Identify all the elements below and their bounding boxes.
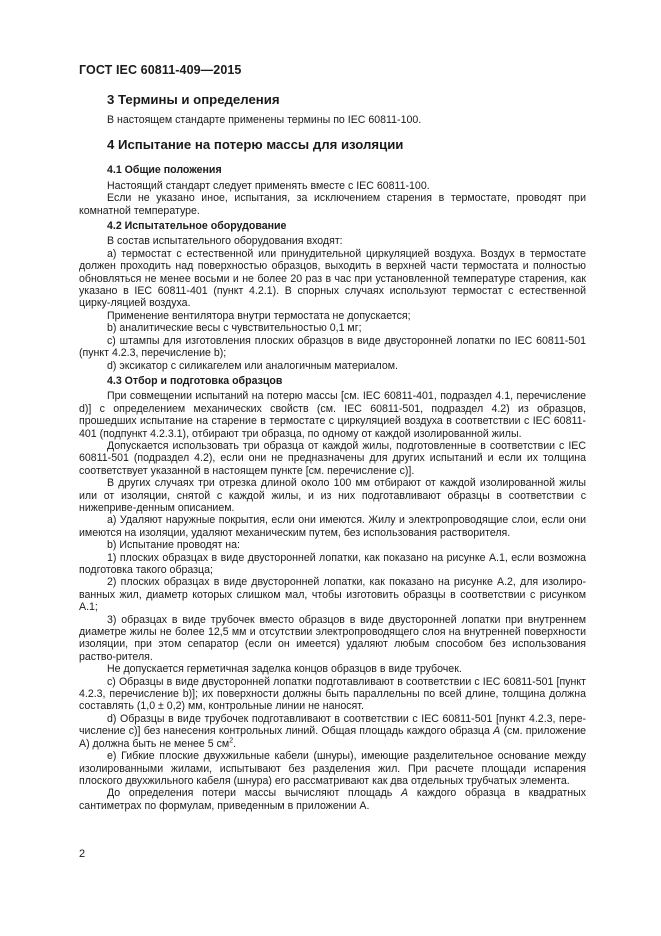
paragraph: Допускается использовать три образца от каждой жилы, подготовленные в соответствии с IEC 60811-501 (подраздел 4.2), если они не предназначены для других испытаний и если их толщина соответствует указанной в настоящем пункте [см. перечисление c)]. — [79, 439, 586, 477]
text-run: d) Образцы в виде трубочек подготавливают в соответствии с IEC 60811-501 [пункт 4.2.3, пере-числение c)] без нанесения контрольных линий. Общая площадь каждого образца — [79, 712, 586, 738]
section-4-heading: 4 Испытание на потерю массы для изоляции — [107, 137, 404, 153]
list-item: b) Испытание проводят на: — [107, 539, 240, 552]
list-item: 1) плоских образцах в виде двусторонней лопатки, как показано на рисунке A.1, если возможна подготовка такого образца; — [79, 551, 586, 576]
list-item: b) аналитические весы с чувствительностью 0,1 мг; — [107, 322, 362, 335]
section-4-3-heading: 4.3 Отбор и подготовка образцов — [107, 374, 283, 387]
section-4-2-heading: 4.2 Испытательное оборудование — [107, 220, 287, 233]
paragraph: Настоящий стандарт следует применять вместе с IEC 60811-100. — [107, 179, 430, 192]
text-run: (см. приложение A) должна быть не менее 5 см — [79, 725, 587, 750]
text-run: каждого образца в квадратных сантиметрах по формулам, приведенным в приложении A. — [79, 787, 586, 812]
list-item: 3) образцах в виде трубочек вместо образцов в виде двусторонней лопатки при внутреннем диаметре жилы не более 12,5 мм и отсутствии электропроводящего слоя на внутренней поверхности изоляции, при этом сепаратор (если он имеется) удаляют любым способом без использования раство-рителя. — [79, 613, 586, 663]
section-3-text: В настоящем стандарте применены термины по IEC 60811-100. — [107, 114, 422, 126]
list-item: c) штампы для изготовления плоских образцов в виде двусторонней лопатки по IEC 60811-501 (пункт 4.2.3, перечисление b); — [79, 334, 586, 360]
text-run: До определения потери массы вычисляют площадь — [107, 787, 402, 800]
paragraph: В других случаях три отрезка длиной около 100 мм отбирают от каждой изолированной жилы или от изоляции, снятой с каждой жилы, и из них подготавливают образцы в соответствии с нижеприве-денным описанием. — [79, 477, 586, 514]
list-item: a) Удаляют наружные покрытия, если они имеются. Жилу и электропроводящие слои, если они имеются на изоляции, удаляют механическим путем, без использования растворителя. — [79, 514, 586, 539]
paragraph: Применение вентилятора внутри термостата не допускается; — [107, 309, 411, 322]
paragraph: Если не указано иное, испытания, за исключением старения в термостате, проводят при комнатной температуре. — [79, 192, 586, 217]
document-body — [79, 92, 586, 812]
variable-a: A — [401, 787, 409, 800]
page-header: ГОСТ IEC 60811-409—2015 — [79, 63, 242, 77]
page-number: 2 — [79, 848, 86, 860]
list-item — [79, 713, 586, 750]
list-item: a) термостат с естественной или принудительной циркуляцией воздуха. Воздух в термостате должен проходить над поверхностью образцов, выходить в верхней части термостата и полностью обновляться не менее восьми и не более 20 раз в час при установленной температуре старения, как указано в IEC 60811-401 (пункт 4.2.1). В спорных случаях используют термостат с естественной цирку-ляцией воздуха. — [79, 247, 586, 310]
list-item: e) Гибкие плоские двухжильные кабели (шнуры), имеющие разделительное основание между изолированными жилами, испытывают без разделения жил. При расчете площади испарения плоского двухжильного кабеля (шнура) его рассматривают как два отдельных трубчатых элемента. — [79, 750, 586, 787]
paragraph: Не допускается герметичная заделка концов образцов в виде трубочек. — [107, 663, 462, 676]
paragraph: При совмещении испытаний на потерю массы [см. IEC 60811-401, подраздел 4.1, перечисление d)] с определением механических свойств (см. IEC 60811-501, подраздел 4.2) из образцов, прошедших испытание на старение в термостате с циркуляцией воздуха в соответствии с IEC 60811-401 (подпункт 4.2.3.1), отбирают три образца, по одному от каждой изолированной жилы. — [79, 390, 586, 440]
list-item: c) Образцы в виде двусторонней лопатки подготавливают в соответствии с IEC 60811-501 [пункт 4.2.3, перечисление b)]; их поверхности должны быть параллельны по всей длине, толщина должна составлять (1,0 ± 0,2) мм, контрольные линии не наносят. — [79, 675, 586, 713]
section-4-1-heading: 4.1 Общие положения — [107, 164, 222, 177]
text-run: . — [233, 737, 237, 750]
variable-a: A — [493, 725, 501, 738]
superscript: 2 — [229, 737, 234, 745]
section-3-heading: 3 Термины и определения — [107, 92, 280, 107]
list-item: 2) плоских образцах в виде двусторонней лопатки, как показано на рисунке A.2, для изолиро-ванных жил, диаметр которых слишком мал, чтобы изготовить образцы в соответствии с рисунком A.1; — [79, 576, 586, 614]
list-item: d) эксикатор с силикагелем или аналогичным материалом. — [107, 359, 398, 372]
paragraph: В состав испытательного оборудования входят: — [107, 235, 343, 248]
paragraph — [79, 787, 586, 812]
